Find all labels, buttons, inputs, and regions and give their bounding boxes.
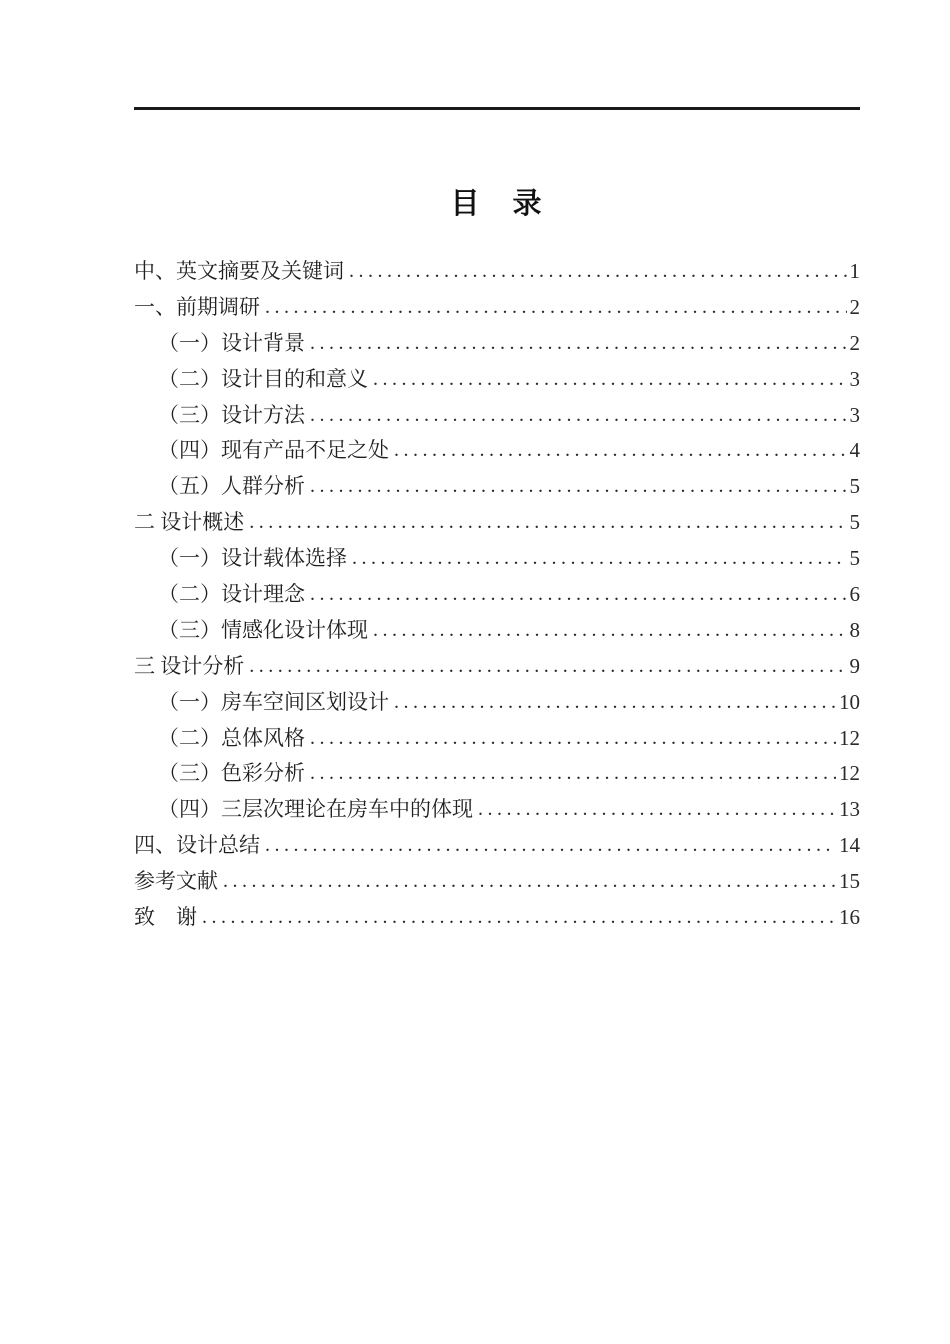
toc-entry-label[interactable]: （五）人群分析 xyxy=(158,474,305,499)
toc-entry[interactable] xyxy=(134,828,860,864)
dot-leader xyxy=(394,433,847,469)
dot-leader xyxy=(310,721,836,757)
toc-entry-label[interactable]: （四）三层次理论在房车中的体现 xyxy=(158,797,473,822)
toc-entry-label[interactable]: （三）情感化设计体现 xyxy=(158,617,368,642)
toc-entry-label[interactable]: 三 设计分析 xyxy=(134,653,245,678)
toc-entry[interactable] xyxy=(134,505,860,541)
dot-leader xyxy=(373,362,847,398)
dot-leader xyxy=(265,828,836,864)
toc-entry[interactable] xyxy=(134,864,860,900)
toc-entry[interactable] xyxy=(134,254,860,290)
toc-entry-page: 2 xyxy=(849,330,860,355)
toc-entry-label[interactable]: （一）设计背景 xyxy=(158,330,305,355)
toc-entry[interactable] xyxy=(134,792,860,828)
toc-entry-page: 5 xyxy=(849,546,860,571)
toc-entry-page: 3 xyxy=(849,402,860,427)
dot-leader xyxy=(310,577,847,613)
toc-entry[interactable] xyxy=(134,649,860,685)
toc-entry[interactable] xyxy=(134,290,860,326)
toc-entry-page: 16 xyxy=(839,905,860,930)
toc-entry-label[interactable]: （四）现有产品不足之处 xyxy=(158,438,389,463)
toc-entry[interactable] xyxy=(134,756,860,792)
toc-entry-label[interactable]: （二）设计理念 xyxy=(158,582,305,607)
dot-leader xyxy=(265,290,847,326)
dot-leader xyxy=(394,685,836,721)
dot-leader xyxy=(310,326,847,362)
dot-leader xyxy=(249,649,846,685)
toc-entry-page: 10 xyxy=(839,689,860,714)
toc-entry-label[interactable]: 参考文献 xyxy=(134,869,218,894)
dot-leader xyxy=(223,864,836,900)
dot-leader xyxy=(249,505,846,541)
toc-entry-label[interactable]: （二）设计目的和意义 xyxy=(158,366,368,391)
toc-entry-page: 12 xyxy=(839,725,860,750)
toc-entry-page: 13 xyxy=(839,797,860,822)
toc-entry-label[interactable]: 一、前期调研 xyxy=(134,294,260,319)
toc-entry-page: 14 xyxy=(839,833,860,858)
toc-entry-page: 5 xyxy=(849,474,860,499)
toc-entry-page: 1 xyxy=(849,259,860,283)
toc-entry-page: 6 xyxy=(849,582,860,607)
toc-entry-label[interactable]: （一）房车空间区划设计 xyxy=(158,689,389,714)
toc-entry-page: 12 xyxy=(839,761,860,786)
toc-entry[interactable] xyxy=(134,326,860,362)
toc-entry-page: 3 xyxy=(849,366,860,391)
dot-leader xyxy=(310,756,836,792)
toc-entry-page: 2 xyxy=(849,294,860,319)
toc-entry[interactable] xyxy=(134,433,860,469)
toc-entry[interactable] xyxy=(134,362,860,398)
toc-entry[interactable] xyxy=(134,613,860,649)
toc-entry[interactable] xyxy=(134,398,860,434)
toc-entry-page: 4 xyxy=(849,438,860,463)
toc-entry[interactable] xyxy=(134,577,860,613)
toc-entry-label[interactable]: （一）设计载体选择 xyxy=(158,546,347,571)
dot-leader xyxy=(478,792,836,828)
toc-entry-page: 9 xyxy=(849,653,860,678)
toc-entry-label[interactable]: （三）设计方法 xyxy=(158,402,305,427)
dot-leader xyxy=(352,541,847,577)
toc-entry-label[interactable]: （二）总体风格 xyxy=(158,725,305,750)
toc-entry[interactable] xyxy=(134,685,860,721)
toc-entry[interactable] xyxy=(134,469,860,505)
toc-list xyxy=(134,254,860,936)
dot-leader xyxy=(310,469,847,505)
toc-entry-label[interactable]: 致 谢 xyxy=(134,905,197,930)
toc-entry-label[interactable]: 四、设计总结 xyxy=(134,833,260,858)
toc-entry-label[interactable]: （三）色彩分析 xyxy=(158,761,305,786)
toc-entry[interactable] xyxy=(134,541,860,577)
toc-entry-page: 5 xyxy=(849,510,860,535)
toc-entry-label[interactable]: 中、英文摘要及关键词 xyxy=(134,259,344,283)
toc-entry-label[interactable]: 二 设计概述 xyxy=(134,510,245,535)
dot-leader xyxy=(202,900,836,936)
toc-entry-page: 15 xyxy=(839,869,860,894)
toc-entry-page: 8 xyxy=(849,617,860,642)
page-title: 目 录 xyxy=(450,188,544,220)
toc-entry[interactable] xyxy=(134,900,860,936)
toc-entry[interactable] xyxy=(134,721,860,757)
header-rule xyxy=(134,107,860,110)
dot-leader xyxy=(349,254,847,290)
dot-leader xyxy=(373,613,847,649)
dot-leader xyxy=(310,398,847,434)
